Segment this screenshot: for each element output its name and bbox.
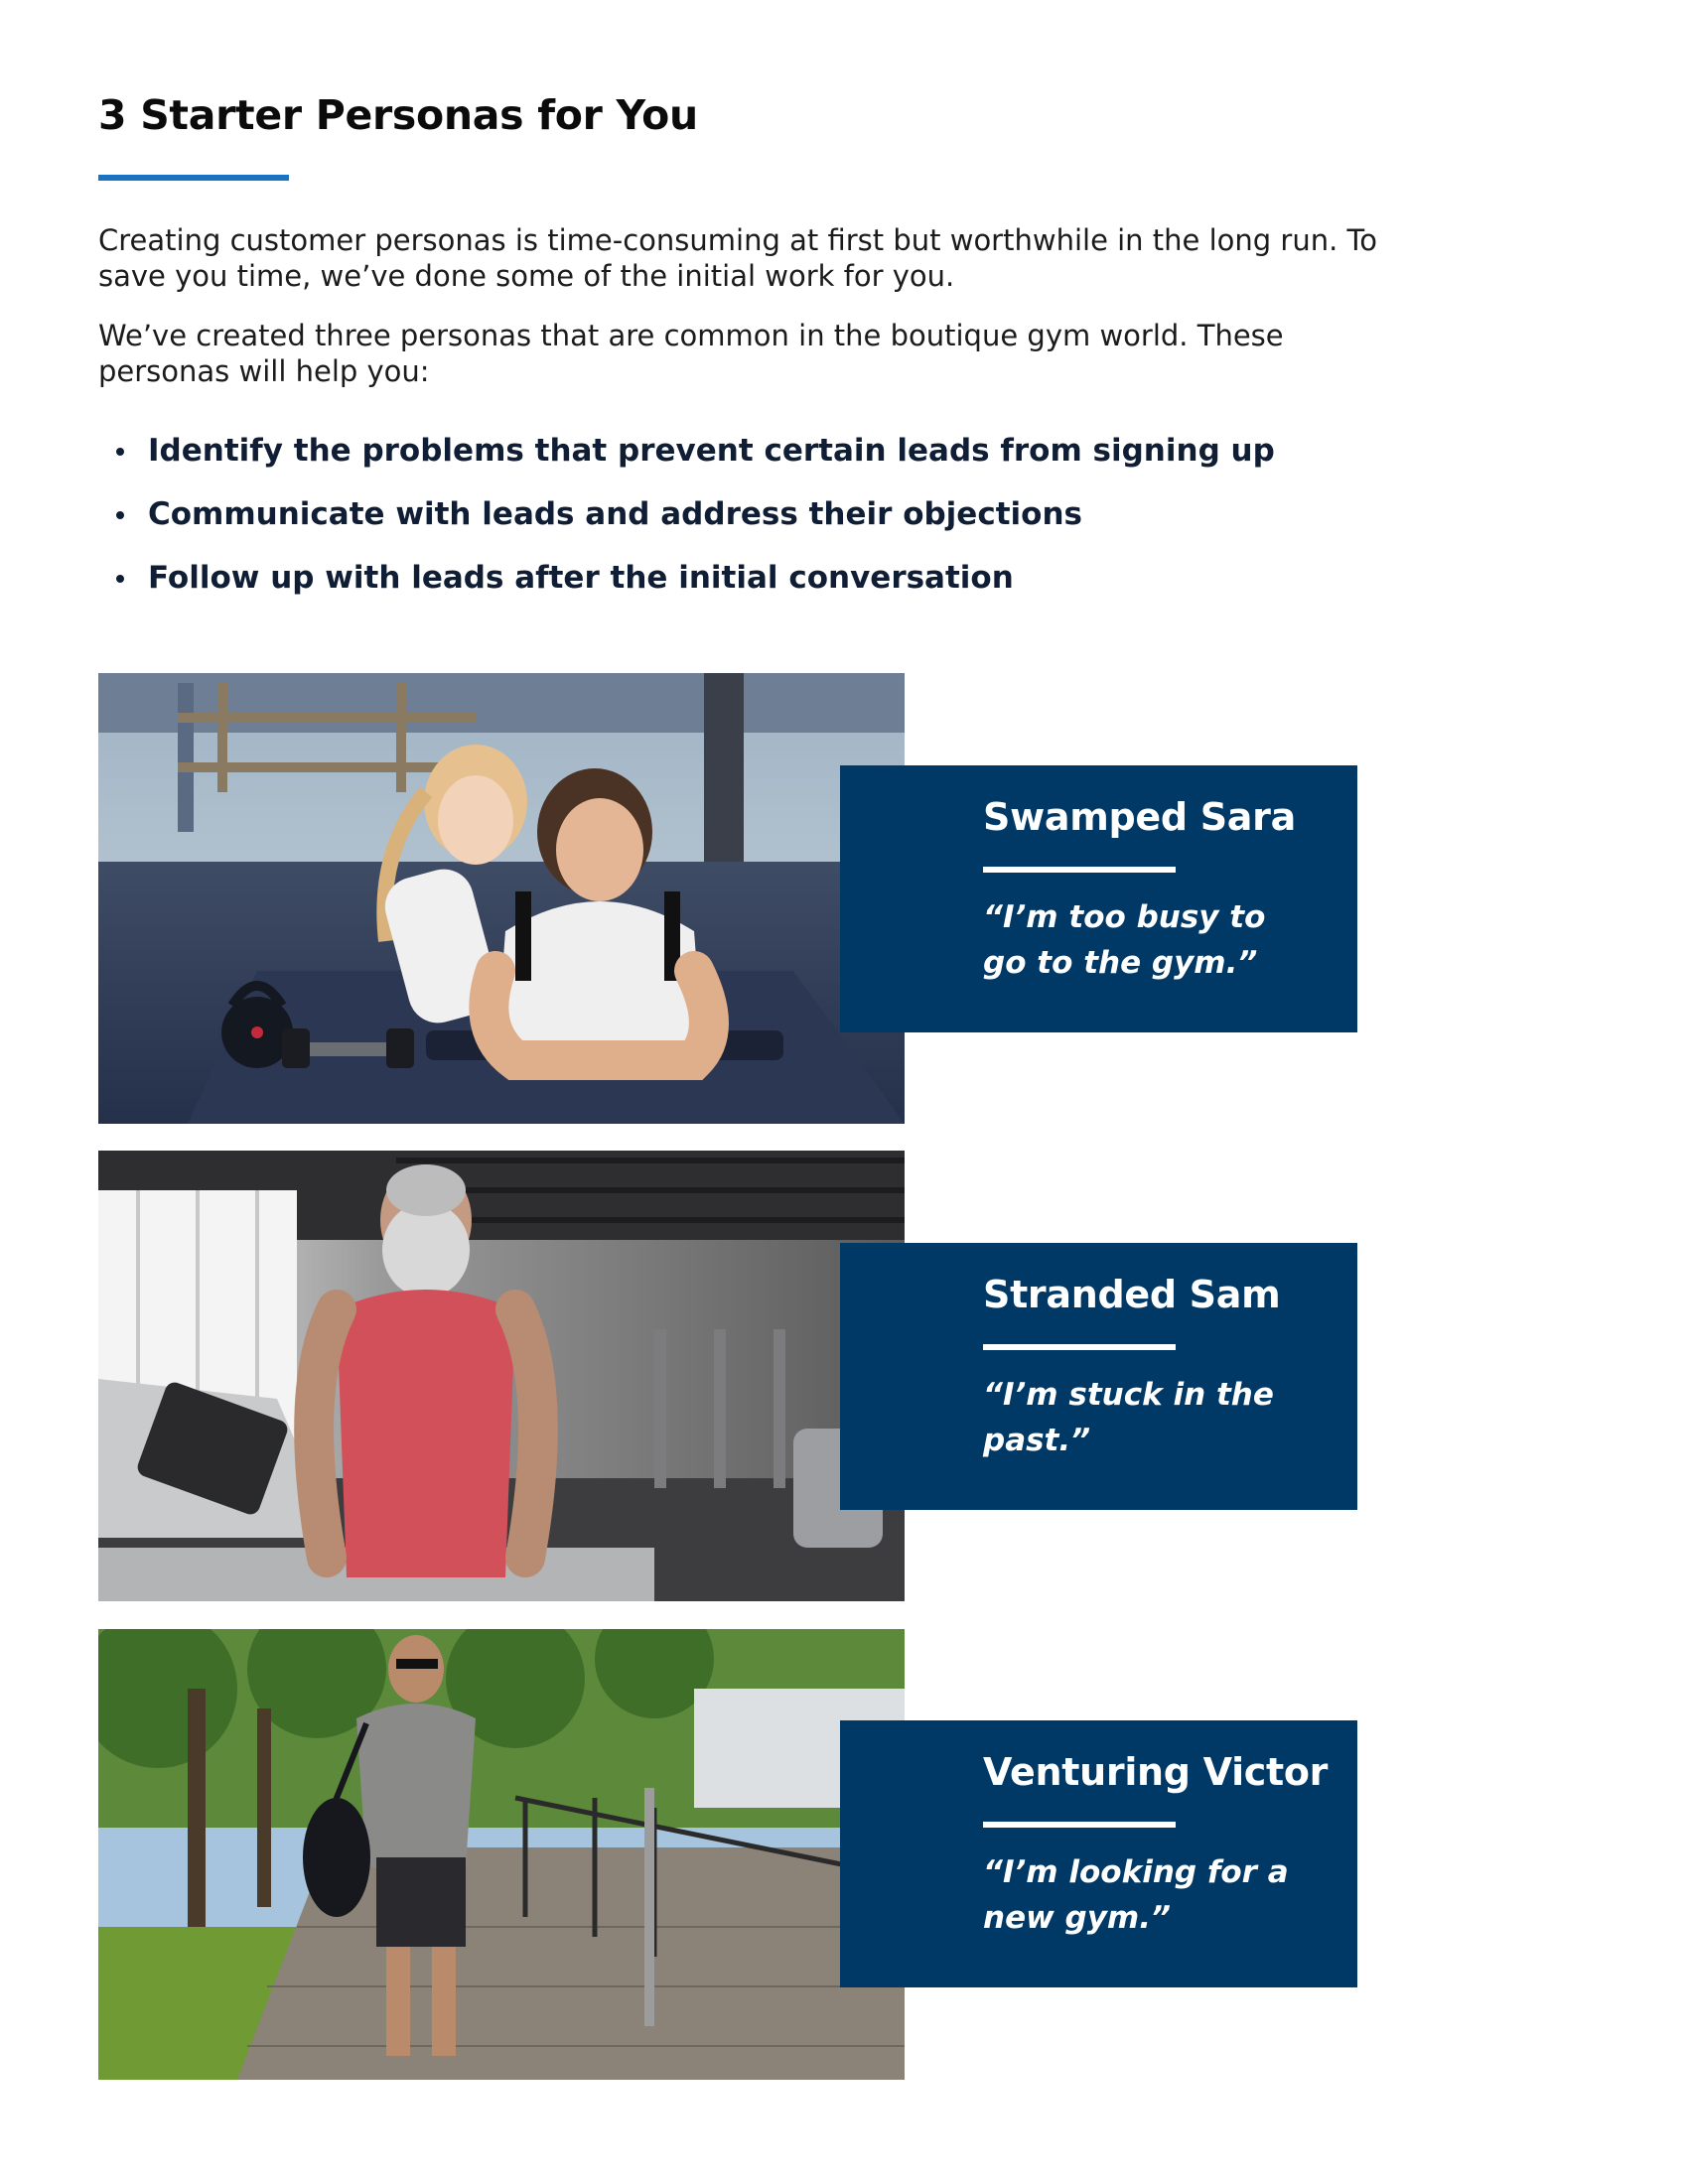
bullet-icon — [116, 448, 124, 456]
page-title: 3 Starter Personas for You — [98, 91, 698, 139]
bullet-icon — [116, 511, 124, 519]
list-item — [98, 492, 1275, 556]
persona-card-sam — [840, 1243, 1357, 1510]
list-item-text: Follow up with leads after the initial conversation — [148, 560, 1014, 596]
persona-quote: “I’m too busy to go to the gym.” — [983, 899, 1266, 981]
persona-quote: “I’m looking for a new gym.” — [983, 1854, 1289, 1936]
bullet-icon — [116, 575, 124, 583]
persona-photo-sam — [98, 1151, 905, 1601]
intro-paragraph-2: We’ve created three personas that are common in the boutique gym world. These personas will help you: — [98, 319, 1284, 388]
persona-name: Stranded Sam — [983, 1273, 1281, 1316]
older-man-treadmill-photo-icon — [98, 1151, 905, 1601]
list-item-text: Communicate with leads and address their objections — [148, 496, 1082, 532]
persona-card-sara — [840, 765, 1357, 1032]
mother-daughter-workout-photo-icon — [98, 673, 905, 1124]
benefits-list — [98, 429, 1275, 619]
man-walking-gym-bag-photo-icon — [98, 1629, 905, 2080]
intro-paragraph-1: Creating customer personas is time-consuming at first but worthwhile in the long run. To save you time, we’ve done some of the initial work for you. — [98, 223, 1378, 293]
persona-name-underline — [983, 1344, 1176, 1350]
persona-card-victor — [840, 1720, 1357, 1987]
title-underline — [98, 175, 289, 181]
persona-name: Swamped Sara — [983, 795, 1296, 839]
persona-name-underline — [983, 867, 1176, 873]
list-item — [98, 429, 1275, 492]
persona-name: Venturing Victor — [983, 1750, 1329, 1794]
persona-photo-victor — [98, 1629, 905, 2080]
persona-name-underline — [983, 1822, 1176, 1828]
list-item-text: Identify the problems that prevent certain leads from signing up — [148, 433, 1275, 469]
persona-quote: “I’m stuck in the past.” — [983, 1377, 1274, 1458]
persona-photo-sara — [98, 673, 905, 1124]
list-item — [98, 556, 1275, 619]
